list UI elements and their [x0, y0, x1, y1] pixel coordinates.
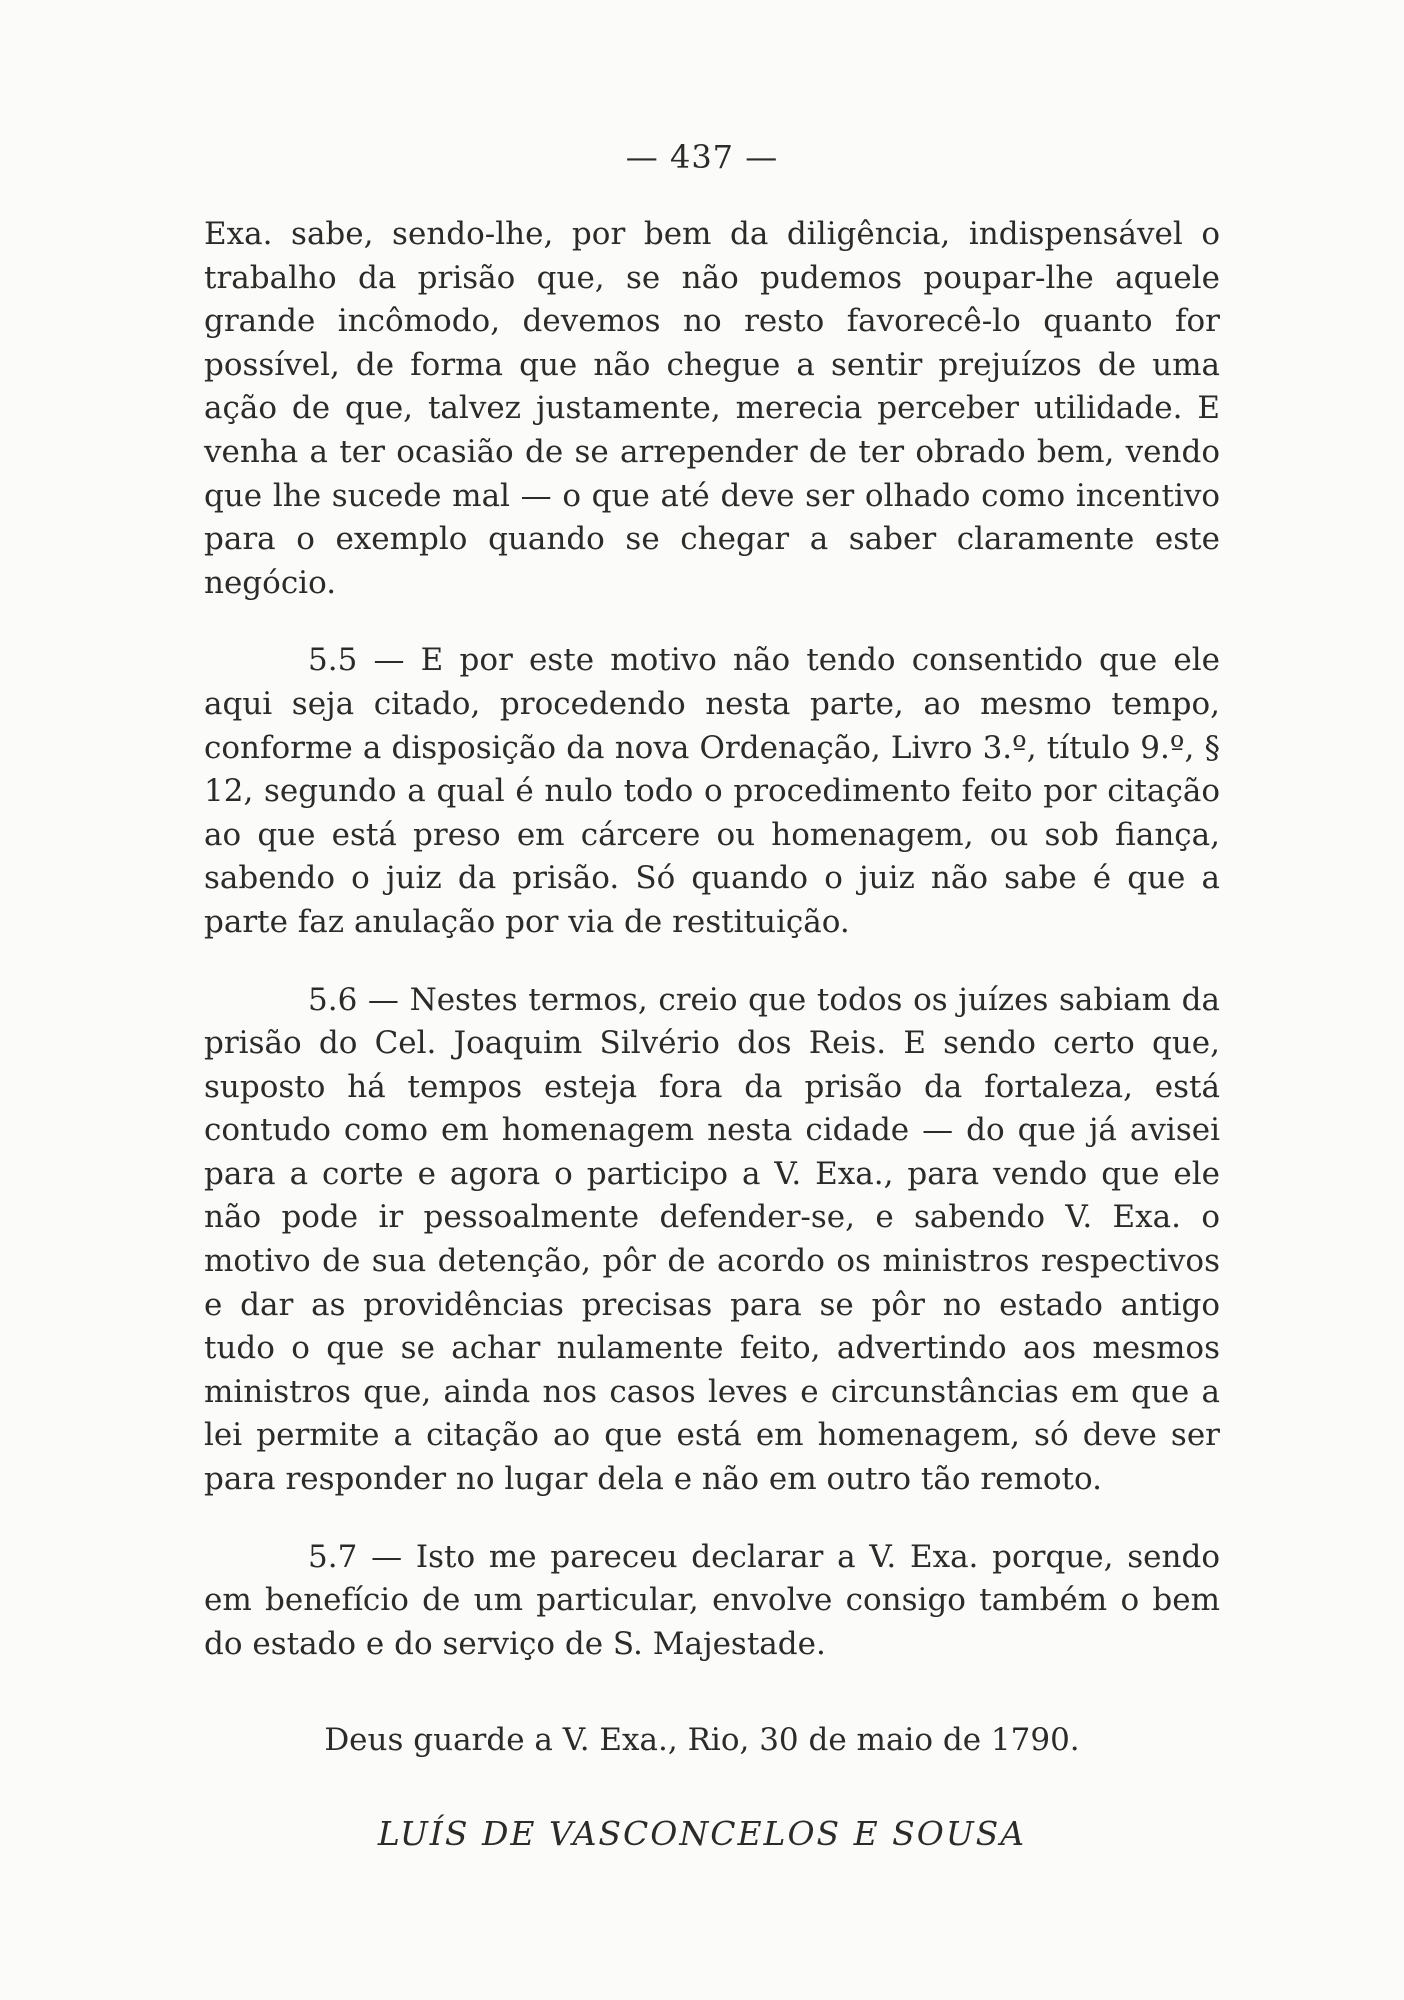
body-text: [204, 213, 1220, 1666]
paragraph-5-5: 5.5 — E por este motivo não tendo consentido que ele aqui seja citado, procedendo nesta parte, ao mesmo tempo, conforme a disposição da nova Ordenação, Livro 3.º, título 9.º, § 12, segundo a qual é nulo todo o procedimento feito por citação ao que está preso em cárcere ou homenagem, ou sob fiança, sabendo o juiz da prisão. Só quando o juiz não sabe é que a parte faz anulação por via de restituição.: [204, 642, 1220, 940]
paragraph-5-6: 5.6 — Nestes termos, creio que todos os juízes sabiam da prisão do Cel. Joaquim Silvério dos Reis. E sendo certo que, suposto há tempos esteja fora da prisão da fortaleza, está contudo como em homenagem nesta cidade — do que já avisei para a corte e agora o participo a V. Exa., para vendo que ele não pode ir pessoalmente defender-se, e sabendo V. Exa. o motivo de sua detenção, pôr de acordo os ministros respectivos e dar as providências precisas para se pôr no estado antigo tudo o que se achar nulamente feito, advertindo aos mesmos ministros que, ainda nos casos leves e circunstâncias em que a lei permite a citação ao que está em homenagem, só deve ser para responder no lugar dela e não em outro tão remoto.: [204, 981, 1220, 1498]
page-number: — 437 —: [625, 138, 779, 176]
closing-line: Deus guarde a V. Exa., Rio, 30 de maio de 1790.: [324, 1722, 1080, 1758]
paragraph-5-7: 5.7 — Isto me pareceu declarar a V. Exa. porque, sendo em benefício de um particular, envolve consigo também o bem do estado e do serviço de S. Majestade.: [204, 1538, 1220, 1662]
signature: LUÍS DE VASCONCELOS E SOUSA: [377, 1814, 1027, 1853]
paragraph-continuation: Exa. sabe, sendo-lhe, por bem da diligência, indispensável o trabalho da prisão que, se não pudemos poupar-lhe aquele grande incômodo, devemos no resto favorecê-lo quanto for possível, de forma que não chegue a sentir prejuízos de uma ação de que, talvez justamente, merecia perceber utilidade. E venha a ter ocasião de se arrepender de ter obrado bem, vendo que lhe sucede mal — o que até deve ser olhado como incentivo para o exemplo quando se chegar a saber claramente este negócio.: [204, 216, 1220, 601]
